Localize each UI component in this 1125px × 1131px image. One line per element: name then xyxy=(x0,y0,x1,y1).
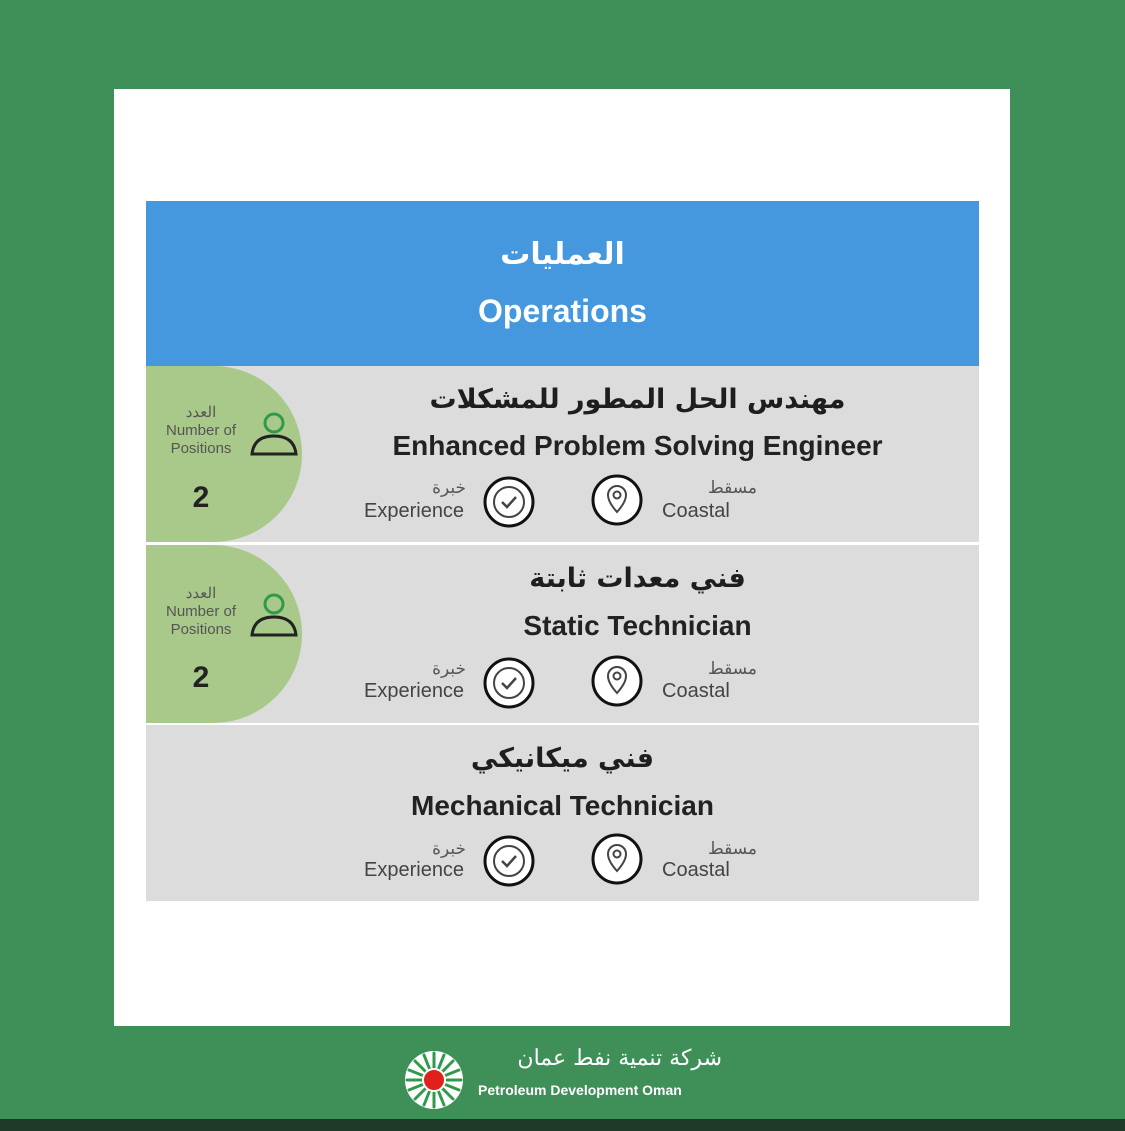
positions-count: 2 xyxy=(192,481,210,514)
location-label-ar: مسقط xyxy=(707,478,757,498)
section-header xyxy=(146,201,979,366)
positions-label-en-1: Number of xyxy=(165,422,237,439)
positions-count: 2 xyxy=(192,661,210,694)
experience-label-ar: خبرة xyxy=(432,478,466,498)
section-title-en: Operations xyxy=(478,293,647,329)
positions-label-en-1: Number of xyxy=(165,603,237,620)
positions-label-en-2: Positions xyxy=(170,440,232,457)
job-title-ar: فني معدات ثابتة xyxy=(529,563,746,594)
company-name-en: Petroleum Development Oman xyxy=(478,1082,682,1098)
location-pin-icon xyxy=(591,474,643,526)
person-icon xyxy=(248,591,300,641)
location-label-en: Coastal xyxy=(662,500,730,522)
location-label-ar: مسقط xyxy=(707,659,757,679)
bottom-strip xyxy=(0,1119,1125,1131)
job-title-en: Mechanical Technician xyxy=(411,790,714,821)
location-pin-icon xyxy=(591,655,643,707)
positions-label-ar: العدد xyxy=(185,585,217,602)
job-title-ar: مهندس الحل المطور للمشكلات xyxy=(429,384,846,415)
location-label-en: Coastal xyxy=(662,859,730,881)
job-row-3 xyxy=(146,725,979,901)
experience-label-en: Experience xyxy=(364,500,465,522)
person-icon xyxy=(248,410,300,460)
location-pin-icon xyxy=(591,833,643,885)
experience-label-en: Experience xyxy=(364,680,465,702)
job-title-en: Enhanced Problem Solving Engineer xyxy=(392,430,883,461)
company-name-ar: شركة تنمية نفط عمان xyxy=(517,1046,722,1071)
location-label-ar: مسقط xyxy=(707,839,757,859)
pdo-logo-icon xyxy=(402,1048,466,1112)
check-circle-icon xyxy=(483,835,535,887)
positions-label-ar: العدد xyxy=(185,404,217,421)
experience-label-en: Experience xyxy=(364,859,465,881)
job-row-2 xyxy=(146,545,979,723)
experience-label-ar: خبرة xyxy=(432,659,466,679)
experience-label-ar: خبرة xyxy=(432,839,466,859)
job-row-1 xyxy=(146,366,979,542)
section-title-ar: العمليات xyxy=(500,237,625,272)
jobs-card xyxy=(114,89,1010,1026)
positions-label-en-2: Positions xyxy=(170,621,232,638)
job-title-ar: فني ميكانيكي xyxy=(470,743,655,774)
location-label-en: Coastal xyxy=(662,680,730,702)
check-circle-icon xyxy=(483,476,535,528)
job-title-en: Static Technician xyxy=(523,610,752,641)
check-circle-icon xyxy=(483,657,535,709)
